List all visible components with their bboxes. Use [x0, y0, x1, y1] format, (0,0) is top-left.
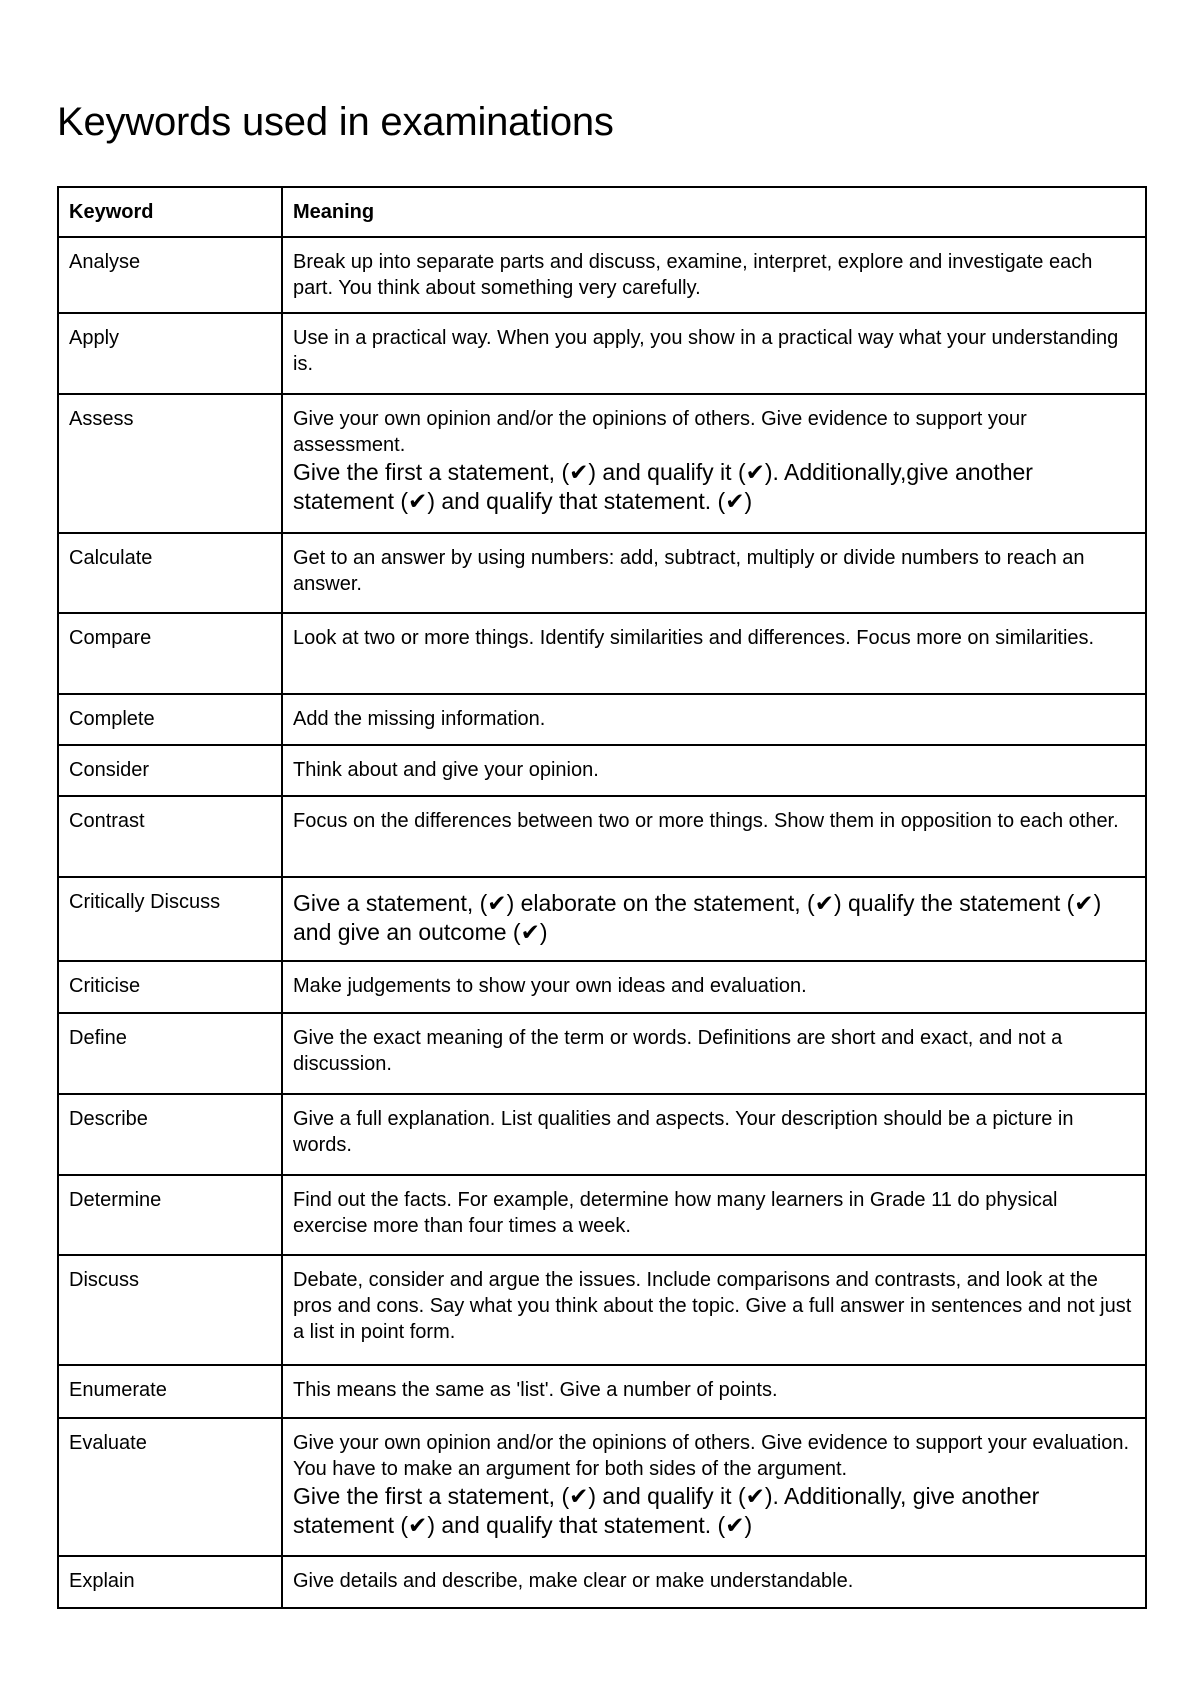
meaning-cell	[282, 533, 1146, 613]
meaning-cell	[282, 1365, 1146, 1418]
meaning-cell	[282, 1418, 1146, 1556]
meaning-text: Give the exact meaning of the term or words. Definitions are short and exact, and not a discussion.	[293, 1027, 1063, 1075]
meaning-text: Give your own opinion and/or the opinions of others. Give evidence to support your assessment.	[293, 408, 1027, 456]
meaning-cell	[282, 1013, 1146, 1094]
keyword-cell: Evaluate	[58, 1418, 282, 1556]
meaning-text: This means the same as 'list'. Give a number of points.	[293, 1379, 778, 1401]
keyword-cell: Assess	[58, 394, 282, 533]
meaning-text: Focus on the differences between two or more things. Show them in opposition to each other.	[293, 810, 1119, 832]
keyword-cell: Consider	[58, 745, 282, 796]
meaning-text: Give your own opinion and/or the opinions of others. Give evidence to support your evaluation. You have to make an argument for both sides of the argument.	[293, 1432, 1130, 1480]
meaning-text: Make judgements to show your own ideas and evaluation.	[293, 975, 807, 997]
keyword-cell: Compare	[58, 613, 282, 694]
meaning-text: Give details and describe, make clear or make understandable.	[293, 1570, 854, 1592]
meaning-text: Give the first a statement, (✔) and qualify it (✔). Additionally,give another statement (✔) and qualify that statement. (✔)	[293, 459, 1033, 514]
table-row	[58, 1094, 1146, 1175]
header-keyword: Keyword	[58, 187, 282, 237]
meaning-text: Give a full explanation. List qualities and aspects. Your description should be a picture in words.	[293, 1108, 1074, 1156]
meaning-cell	[282, 313, 1146, 394]
table-body	[58, 237, 1146, 1608]
table-row	[58, 613, 1146, 694]
meaning-text: Give the first a statement, (✔) and qualify it (✔). Additionally, give another statement (✔) and qualify that statement. (✔)	[293, 1483, 1040, 1538]
meaning-text: Think about and give your opinion.	[293, 759, 599, 781]
meaning-text: Give a statement, (✔) elaborate on the statement, (✔) qualify the statement (✔) and give an outcome (✔)	[293, 890, 1102, 945]
meaning-cell	[282, 745, 1146, 796]
keyword-cell: Critically Discuss	[58, 877, 282, 961]
meaning-text: Break up into separate parts and discuss, examine, interpret, explore and investigate each part. You think about something very carefully.	[293, 251, 1093, 299]
meaning-text: Get to an answer by using numbers: add, subtract, multiply or divide numbers to reach an answer.	[293, 547, 1085, 595]
table-row	[58, 533, 1146, 613]
table-row	[58, 394, 1146, 533]
table-row	[58, 1556, 1146, 1608]
table-row	[58, 1365, 1146, 1418]
table-row	[58, 796, 1146, 877]
keyword-cell: Calculate	[58, 533, 282, 613]
keyword-cell: Describe	[58, 1094, 282, 1175]
page-title: Keywords used in examinations	[57, 100, 614, 144]
table-row	[58, 313, 1146, 394]
table-row	[58, 961, 1146, 1013]
meaning-text: Use in a practical way. When you apply, you show in a practical way what your understanding is.	[293, 327, 1119, 375]
keyword-cell: Analyse	[58, 237, 282, 313]
meaning-cell	[282, 1094, 1146, 1175]
keyword-cell: Discuss	[58, 1255, 282, 1365]
keyword-cell: Determine	[58, 1175, 282, 1255]
meaning-cell	[282, 961, 1146, 1013]
table-row	[58, 1013, 1146, 1094]
keyword-cell: Explain	[58, 1556, 282, 1608]
table-row	[58, 1175, 1146, 1255]
keyword-cell: Apply	[58, 313, 282, 394]
meaning-cell	[282, 1175, 1146, 1255]
keyword-cell: Contrast	[58, 796, 282, 877]
table-row	[58, 694, 1146, 745]
meaning-cell	[282, 613, 1146, 694]
meaning-cell	[282, 394, 1146, 533]
meaning-text: Find out the facts. For example, determine how many learners in Grade 11 do physical exercise more than four times a week.	[293, 1189, 1058, 1237]
table-row	[58, 237, 1146, 313]
keyword-cell: Criticise	[58, 961, 282, 1013]
meaning-cell	[282, 1556, 1146, 1608]
header-meaning: Meaning	[282, 187, 1146, 237]
keywords-table	[57, 186, 1147, 1609]
meaning-cell	[282, 877, 1146, 961]
table-row	[58, 1418, 1146, 1556]
keyword-cell: Complete	[58, 694, 282, 745]
table-row	[58, 745, 1146, 796]
meaning-cell	[282, 796, 1146, 877]
meaning-text: Add the missing information.	[293, 708, 546, 730]
meaning-text: Look at two or more things. Identify similarities and differences. Focus more on similarities.	[293, 627, 1095, 649]
meaning-text: Debate, consider and argue the issues. Include comparisons and contrasts, and look at the pros and cons. Say what you think about the topic. Give a full answer in sentences and not just a list in point form.	[293, 1269, 1132, 1343]
table-row	[58, 1255, 1146, 1365]
meaning-cell	[282, 1255, 1146, 1365]
keyword-cell: Define	[58, 1013, 282, 1094]
meaning-cell	[282, 694, 1146, 745]
keyword-cell: Enumerate	[58, 1365, 282, 1418]
table-header-row	[58, 187, 1146, 237]
meaning-cell	[282, 237, 1146, 313]
table-row	[58, 877, 1146, 961]
